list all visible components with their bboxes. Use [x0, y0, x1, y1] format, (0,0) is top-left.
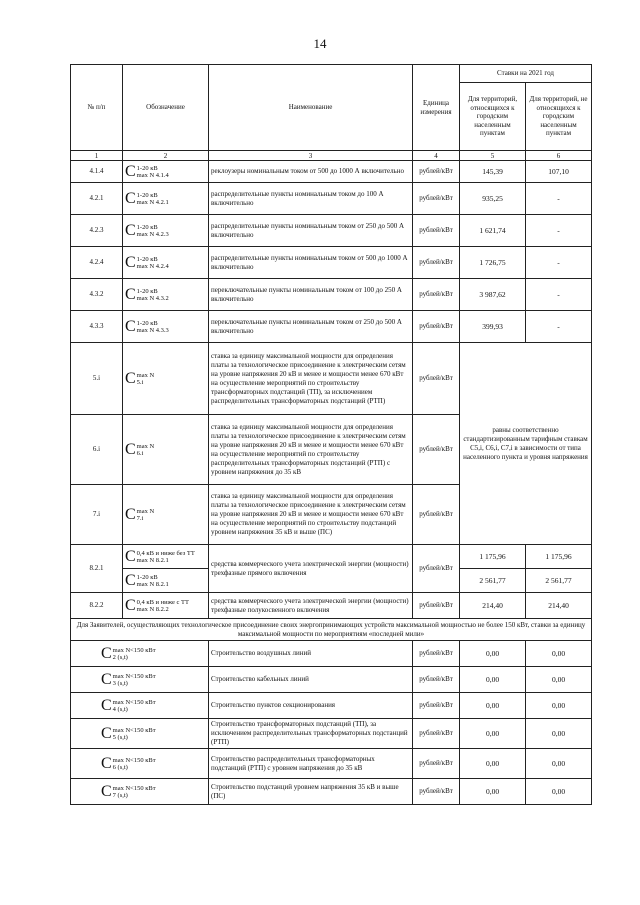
symbol-letter: C	[125, 317, 136, 335]
designation-symbol	[125, 221, 169, 239]
designation-symbol	[101, 782, 156, 800]
symbol-letter: C	[125, 596, 136, 614]
rate-noncity: -	[526, 247, 592, 279]
row-unit: рублей/кВт	[413, 545, 460, 593]
symbol-superscript: 0,4 кВ и ниже с ТТ	[136, 598, 189, 606]
row-unit: рублей/кВт	[413, 279, 460, 311]
row-number: 4.2.3	[71, 215, 123, 247]
designation-symbol	[125, 162, 169, 180]
rate-city: 935,25	[460, 183, 526, 215]
designation-cell	[123, 183, 209, 215]
symbol-subscript: max N 4.3.2	[136, 294, 169, 302]
symbol-letter: C	[101, 696, 112, 714]
index-cell: 1	[71, 151, 123, 161]
row-name: переключательные пункты номинальным током от 100 до 250 А включительно	[209, 279, 413, 311]
symbol-letter: C	[125, 253, 136, 271]
designation-symbol	[125, 317, 169, 335]
rate-noncity: -	[526, 183, 592, 215]
row-name: ставка за единицу максимальной мощности для определения платы за технологическое присоединение к электрическим сетям на уровне напряжения 20 кВ и менее и мощности менее 670 кВт на осуществление мероприятий по строительству трансформаторных подстанций (ТП), за исключением распределительных трансформаторных подстанций (РТП)	[209, 343, 413, 415]
header-unit: Единица измерения	[413, 65, 460, 151]
symbol-subscript: 6.i	[136, 449, 144, 457]
designation-symbol	[125, 189, 169, 207]
symbol-subscript: max N 4.3.3	[136, 326, 169, 334]
index-cell: 3	[209, 151, 413, 161]
row-unit: рублей/кВт	[413, 749, 460, 779]
row-unit: рублей/кВт	[413, 779, 460, 805]
rate-noncity: 0,00	[526, 667, 592, 693]
row-number: 4.1.4	[71, 161, 123, 183]
rate-city: 3 987,62	[460, 279, 526, 311]
row-name: ставка за единицу максимальной мощности для определения платы за технологическое присоединение к электрическим сетям на уровне напряжения 20 кВ и менее и мощности менее 670 кВт на осуществление мероприятий по строительству подстанций уровнем напряжения 35 кВ и выше (ПС)	[209, 485, 413, 545]
row-number: 4.2.4	[71, 247, 123, 279]
rate-city: 1 726,75	[460, 247, 526, 279]
symbol-superscript: max N<150 кВт	[112, 672, 156, 680]
symbol-superscript: 1-20 кВ	[136, 573, 158, 581]
table-row	[71, 183, 592, 215]
row-unit: рублей/кВт	[413, 183, 460, 215]
rate-city: 399,93	[460, 311, 526, 343]
row-number: 5.i	[71, 343, 123, 415]
row-unit: рублей/кВт	[413, 641, 460, 667]
designation-symbol	[125, 440, 155, 458]
row-number: 4.2.1	[71, 183, 123, 215]
rate-noncity: 1 175,96	[526, 545, 592, 569]
row-unit: рублей/кВт	[413, 215, 460, 247]
table-row	[71, 247, 592, 279]
symbol-letter: C	[125, 369, 136, 387]
row-unit: рублей/кВт	[413, 593, 460, 619]
designation-symbol	[101, 754, 156, 772]
designation-cell	[123, 161, 209, 183]
symbol-subscript: 5.i	[136, 378, 144, 386]
rate-city: 145,39	[460, 161, 526, 183]
table-row	[71, 215, 592, 247]
symbol-subscript: max N 8.2.1	[136, 580, 169, 588]
symbol-superscript: max N<150 кВт	[112, 756, 156, 764]
symbol-subscript: max N 4.2.3	[136, 230, 169, 238]
symbol-superscript: max N	[136, 442, 155, 450]
rate-noncity: -	[526, 215, 592, 247]
rate-city: 0,00	[460, 667, 526, 693]
symbol-letter: C	[125, 285, 136, 303]
index-cell: 4	[413, 151, 460, 161]
designation-symbol	[125, 505, 155, 523]
row-name: средства коммерческого учета электрической энергии (мощности) трехфазные прямого включения	[209, 545, 413, 593]
header-name: Наименование	[209, 65, 413, 151]
symbol-letter: C	[125, 221, 136, 239]
designation-cell	[123, 485, 209, 545]
row-number: 4.3.2	[71, 279, 123, 311]
symbol-letter: C	[101, 754, 112, 772]
row-unit: рублей/кВт	[413, 415, 460, 485]
designation-symbol	[101, 644, 156, 662]
page-number: 14	[313, 36, 327, 51]
row-unit: рублей/кВт	[413, 693, 460, 719]
row-unit: рублей/кВт	[413, 311, 460, 343]
symbol-letter: C	[125, 189, 136, 207]
table-row	[71, 779, 592, 805]
table-row	[71, 749, 592, 779]
rate-noncity: 214,40	[526, 593, 592, 619]
index-cell: 5	[460, 151, 526, 161]
symbol-letter: C	[101, 782, 112, 800]
index-cell: 6	[526, 151, 592, 161]
rate-noncity: 0,00	[526, 693, 592, 719]
rate-city: 214,40	[460, 593, 526, 619]
rate-city: 0,00	[460, 719, 526, 749]
section-note: Для Заявителей, осуществляющих технологическое присоединение своих энергопринимающих устройств максимальной мощностью не более 150 кВт, ставки за единицу максимальной мощности по мероприятиям «последней мили»	[71, 619, 592, 641]
symbol-subscript: 7 (s,t)	[112, 791, 128, 799]
table-row	[71, 667, 592, 693]
header-rates-group: Ставки на 2021 год	[460, 65, 592, 83]
designation-cell	[123, 279, 209, 311]
rate-noncity: 0,00	[526, 641, 592, 667]
rate-city: 1 621,74	[460, 215, 526, 247]
symbol-superscript: max N<150 кВт	[112, 646, 156, 654]
designation-cell	[123, 215, 209, 247]
row-name: распределительные пункты номинальным током от 250 до 500 А включительно	[209, 215, 413, 247]
designation-cell	[123, 311, 209, 343]
rate-city: 0,00	[460, 641, 526, 667]
row-unit: рублей/кВт	[413, 161, 460, 183]
designation-cell	[71, 667, 209, 693]
row-number: 8.2.1	[71, 545, 123, 593]
symbol-superscript: 1-20 кВ	[136, 191, 158, 199]
table-row	[71, 343, 592, 415]
row-number: 4.3.3	[71, 311, 123, 343]
symbol-superscript: 1-20 кВ	[136, 287, 158, 295]
row-number: 6.i	[71, 415, 123, 485]
row-name: реклоузеры номинальным током от 500 до 1000 А включительно	[209, 161, 413, 183]
symbol-superscript: max N<150 кВт	[112, 784, 156, 792]
merged-rate-note: равны соответственно стандартизированным тарифным ставкам С5,i, С6,i, С7,i в зависимости от типа населенного пункта и уровня напряжения	[460, 343, 592, 545]
designation-cell	[71, 719, 209, 749]
designation-cell	[71, 779, 209, 805]
rate-noncity: -	[526, 279, 592, 311]
symbol-subscript: max N 4.2.1	[136, 198, 169, 206]
designation-symbol	[125, 571, 169, 589]
header-designation: Обозначение	[123, 65, 209, 151]
symbol-subscript: 6 (s,t)	[112, 763, 128, 771]
table-row	[71, 161, 592, 183]
rate-noncity: 2 561,77	[526, 569, 592, 593]
row-name: распределительные пункты номинальным током от 500 до 1000 А включительно	[209, 247, 413, 279]
index-cell: 2	[123, 151, 209, 161]
row-unit: рублей/кВт	[413, 485, 460, 545]
table-row	[71, 593, 592, 619]
symbol-letter: C	[125, 547, 136, 565]
symbol-letter: C	[125, 571, 136, 589]
designation-symbol	[125, 285, 169, 303]
symbol-letter: C	[125, 162, 136, 180]
symbol-superscript: 1-20 кВ	[136, 255, 158, 263]
rate-noncity: 0,00	[526, 749, 592, 779]
symbol-superscript: max N	[136, 507, 155, 515]
header-rate-city: Для территорий, относящихся к городским населенным пунктам	[460, 83, 526, 151]
designation-cell	[123, 569, 209, 593]
designation-symbol	[125, 253, 169, 271]
designation-cell	[123, 343, 209, 415]
designation-cell	[123, 415, 209, 485]
row-number: 7.i	[71, 485, 123, 545]
row-name: Строительство воздушных линий	[209, 641, 413, 667]
rate-city: 0,00	[460, 749, 526, 779]
symbol-subscript: 5 (s,t)	[112, 733, 128, 741]
symbol-subscript: 4 (s,t)	[112, 705, 128, 713]
row-unit: рублей/кВт	[413, 667, 460, 693]
symbol-subscript: max N 4.2.4	[136, 262, 169, 270]
table-row	[71, 719, 592, 749]
designation-symbol	[101, 670, 156, 688]
symbol-superscript: max N<150 кВт	[112, 698, 156, 706]
rate-city: 1 175,96	[460, 545, 526, 569]
rate-noncity: 0,00	[526, 779, 592, 805]
row-name: Строительство распределительных трансформаторных подстанций (РТП) с уровнем напряжения до 35 кВ	[209, 749, 413, 779]
header-rate-noncity: Для территорий, не относящихся к городским населенным пунктам	[526, 83, 592, 151]
symbol-subscript: 3 (s,t)	[112, 679, 128, 687]
symbol-letter: C	[101, 644, 112, 662]
row-name: ставка за единицу максимальной мощности для определения платы за технологическое присоединение к электрическим сетям на уровне напряжения 20 кВ и менее и мощности менее 670 кВт на осуществление мероприятий по строительству распределительных трансформаторных подстанций (РТП) с уровнем напряжения до 35 кВ	[209, 415, 413, 485]
designation-symbol	[101, 696, 156, 714]
symbol-superscript: 1-20 кВ	[136, 223, 158, 231]
designation-symbol	[101, 724, 156, 742]
rate-city: 0,00	[460, 779, 526, 805]
row-name: переключательные пункты номинальным током от 250 до 500 А включительно	[209, 311, 413, 343]
symbol-superscript: 1-20 кВ	[136, 164, 158, 172]
symbol-subscript: max N 4.1.4	[136, 171, 169, 179]
designation-cell	[123, 593, 209, 619]
table-row	[71, 641, 592, 667]
rate-noncity: -	[526, 311, 592, 343]
row-name: Строительство пунктов секционирования	[209, 693, 413, 719]
header-num: № п/п	[71, 65, 123, 151]
designation-cell	[71, 641, 209, 667]
row-name: Строительство кабельных линий	[209, 667, 413, 693]
symbol-subscript: 7.i	[136, 514, 144, 522]
row-unit: рублей/кВт	[413, 343, 460, 415]
symbol-subscript: max N 8.2.1	[136, 556, 169, 564]
section-note-row	[71, 619, 592, 641]
rate-city: 0,00	[460, 693, 526, 719]
rate-noncity: 107,10	[526, 161, 592, 183]
designation-cell	[123, 247, 209, 279]
row-name: распределительные пункты номинальным током до 100 А включительно	[209, 183, 413, 215]
row-name: средства коммерческого учета электрической энергии (мощности) трехфазные полукосвенного включения	[209, 593, 413, 619]
symbol-superscript: max N	[136, 371, 155, 379]
designation-symbol	[125, 596, 189, 614]
symbol-superscript: max N<150 кВт	[112, 726, 156, 734]
row-unit: рублей/кВт	[413, 719, 460, 749]
symbol-letter: C	[125, 440, 136, 458]
row-name: Строительство трансформаторных подстанций (ТП), за исключением распределительных трансформаторных подстанций (РТП)	[209, 719, 413, 749]
table-row	[71, 693, 592, 719]
designation-cell	[71, 693, 209, 719]
designation-cell	[123, 545, 209, 569]
rate-noncity: 0,00	[526, 719, 592, 749]
table-row	[71, 279, 592, 311]
symbol-superscript: 0,4 кВ и ниже без ТТ	[136, 549, 195, 557]
symbol-subscript: 2 (s,t)	[112, 653, 128, 661]
row-name: Строительство подстанций уровнем напряжения 35 кВ и выше (ПС)	[209, 779, 413, 805]
row-number: 8.2.2	[71, 593, 123, 619]
symbol-letter: C	[101, 670, 112, 688]
designation-symbol	[125, 547, 195, 565]
table-row	[71, 311, 592, 343]
designation-symbol	[125, 369, 155, 387]
designation-cell	[71, 749, 209, 779]
rate-city: 2 561,77	[460, 569, 526, 593]
symbol-superscript: 1-20 кВ	[136, 319, 158, 327]
table-row	[71, 545, 592, 569]
symbol-letter: C	[125, 505, 136, 523]
symbol-letter: C	[101, 724, 112, 742]
row-unit: рублей/кВт	[413, 247, 460, 279]
tariff-table	[70, 64, 592, 805]
symbol-subscript: max N 8.2.2	[136, 605, 169, 613]
